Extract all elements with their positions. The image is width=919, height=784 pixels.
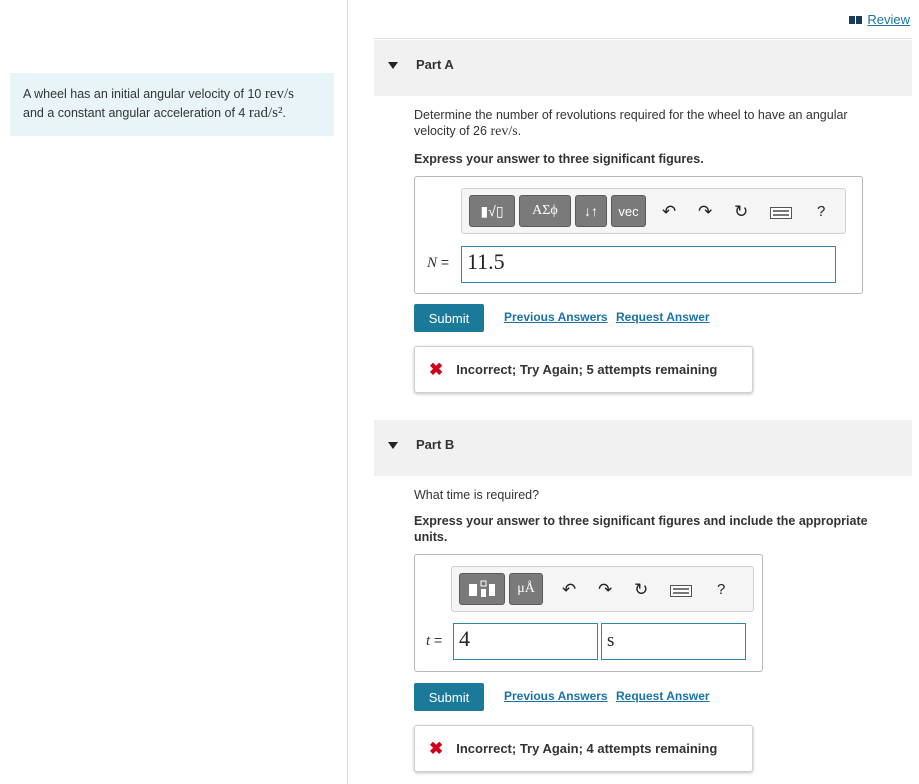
- part-a-question-line1: Determine the number of revolutions required for the wheel to have an angular: [414, 108, 848, 122]
- divider: [374, 38, 912, 39]
- units-button[interactable]: μÅ: [509, 573, 543, 605]
- redo-icon[interactable]: ↷: [598, 580, 613, 599]
- part-b-request-answer-link[interactable]: Request Answer: [616, 689, 710, 703]
- greek-symbols-button[interactable]: ΑΣϕ: [519, 195, 571, 227]
- part-b-previous-answers-link[interactable]: Previous Answers: [504, 689, 608, 703]
- help-icon[interactable]: ?: [817, 203, 826, 220]
- part-b-feedback-text: Incorrect; Try Again; 4 attempts remaining: [456, 741, 718, 756]
- templates-button[interactable]: [459, 573, 505, 605]
- part-a-previous-answers-link[interactable]: Previous Answers: [504, 310, 608, 324]
- part-b-instruction: [414, 513, 904, 545]
- arrows-button[interactable]: ↓↑: [575, 195, 607, 227]
- reset-icon[interactable]: ↻: [734, 202, 749, 221]
- collapse-caret-icon[interactable]: [388, 442, 398, 449]
- keyboard-icon[interactable]: [770, 207, 792, 219]
- part-b-instruction-line1: Express your answer to three significant figures and include the appropriate: [414, 514, 868, 528]
- problem-unit-1: rev/s: [264, 86, 294, 102]
- book-icon: [849, 15, 863, 25]
- part-b-instruction-line2: units.: [414, 530, 448, 544]
- part-a-title: Part A: [416, 57, 454, 72]
- part-b-feedback: [414, 725, 753, 772]
- problem-statement: [10, 73, 334, 136]
- part-a-request-answer-link[interactable]: Request Answer: [616, 310, 710, 324]
- part-a-question-unit: rev/s: [490, 124, 518, 139]
- help-icon[interactable]: ?: [717, 581, 726, 598]
- part-b-variable-label: t =: [426, 632, 443, 649]
- vector-button[interactable]: vec: [611, 195, 646, 227]
- part-b-unit-input[interactable]: s: [601, 623, 746, 660]
- part-a-question-end: .: [517, 124, 522, 138]
- keyboard-icon[interactable]: [670, 585, 692, 597]
- part-b-toolbar: [451, 566, 754, 612]
- part-a-submit-button[interactable]: Submit: [414, 304, 484, 332]
- part-b-answer-box: [414, 554, 763, 672]
- reset-icon[interactable]: ↻: [634, 580, 649, 599]
- part-a-instruction: Express your answer to three significant figures.: [414, 152, 704, 166]
- part-b-submit-button[interactable]: Submit: [414, 683, 484, 711]
- part-b-question: What time is required?: [414, 488, 540, 502]
- problem-unit-2: rad/s²: [248, 105, 283, 121]
- part-a-answer-box: [414, 176, 863, 294]
- templates-button[interactable]: ▮√▯: [469, 195, 515, 227]
- problem-text-2: and a constant angular acceleration of 4: [23, 106, 249, 120]
- part-a-variable-label: N =: [427, 254, 450, 271]
- undo-icon[interactable]: ↶: [662, 202, 677, 221]
- error-x-icon: ✖: [429, 359, 444, 379]
- part-b-header[interactable]: [374, 420, 912, 476]
- redo-icon[interactable]: ↷: [698, 202, 713, 221]
- part-a-feedback-text: Incorrect; Try Again; 5 attempts remaining: [456, 362, 718, 377]
- part-b-value-input[interactable]: 4: [453, 623, 598, 660]
- part-a-question: [414, 107, 894, 140]
- error-x-icon: ✖: [429, 738, 444, 758]
- collapse-caret-icon[interactable]: [388, 62, 398, 69]
- review-label[interactable]: Review: [867, 12, 910, 27]
- undo-icon[interactable]: ↶: [562, 580, 577, 599]
- review-link[interactable]: [849, 12, 910, 27]
- part-a-header[interactable]: [374, 40, 912, 96]
- problem-text-3: .: [282, 106, 286, 120]
- part-a-toolbar: [461, 188, 846, 234]
- problem-text-1: A wheel has an initial angular velocity of 10: [23, 87, 265, 101]
- part-a-feedback: [414, 346, 753, 393]
- part-a-answer-input[interactable]: 11.5: [461, 246, 836, 283]
- fraction-template-icon: [467, 579, 497, 599]
- part-a-question-line2: velocity of 26: [414, 124, 491, 138]
- part-b-title: Part B: [416, 437, 455, 452]
